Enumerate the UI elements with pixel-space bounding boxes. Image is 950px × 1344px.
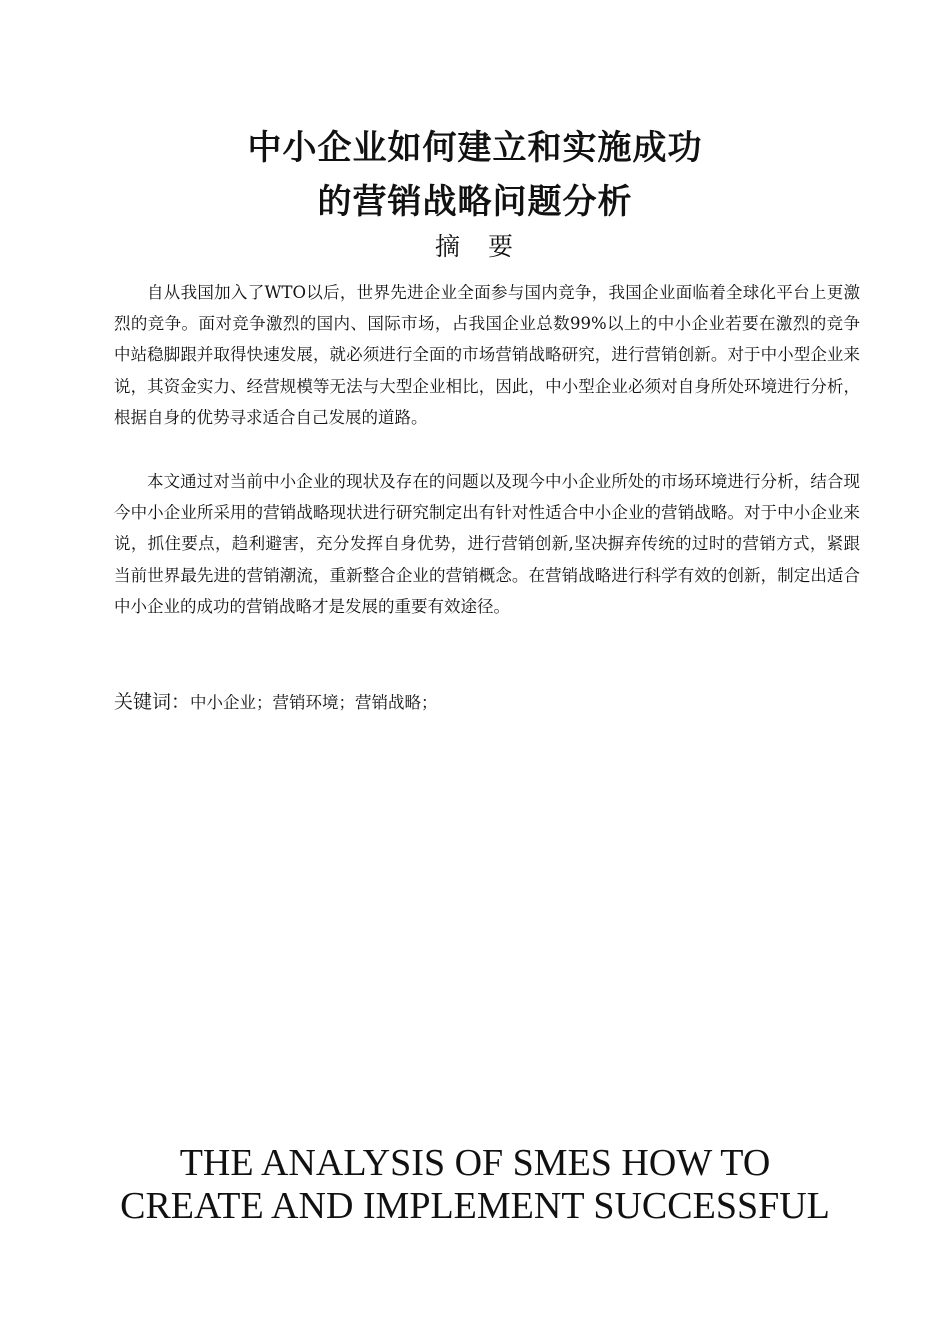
english-title-line-1: THE ANALYSIS OF SMES HOW TO bbox=[179, 1142, 771, 1184]
keywords-label: 关键词： bbox=[114, 691, 191, 713]
abstract-heading: 摘 要 bbox=[435, 232, 523, 261]
abstract-paragraph-1: 自从我国加入了WTO以后，世界先进企业全面参与国内竞争，我国企业面临着全球化平台上更激烈的竞争。面对竞争激烈的国内、国际市场，占我国企业总数99%以上的中小企业若要在激烈的竞争中站稳脚跟并取得快速发展，就必须进行全面的市场营销战略研究，进行营销创新。对于中小型企业来说，其资金实力、经营规模等无法与大型企业相比，因此，中小型企业必须对自身所处环境进行分析，根据自身的优势寻求适合自己发展的道路。 bbox=[114, 283, 860, 427]
keywords-values: 中小企业；营销环境；营销战略； bbox=[190, 693, 438, 712]
page-title-line-1: 中小企业如何建立和实施成功 bbox=[247, 128, 703, 168]
page-title-line-2: 的营销战略问题分析 bbox=[317, 182, 633, 222]
keywords-line bbox=[114, 686, 860, 720]
abstract-paragraph-2: 本文通过对当前中小企业的现状及存在的问题以及现今中小企业所处的市场环境进行分析，结合现今中小企业所采用的营销战略现状进行研究制定出有针对性适合中小企业的营销战略。对于中小企业来说，抓住要点，趋利避害，充分发挥自身优势，进行营销创新,坚决摒弃传统的过时的营销方式，紧跟当前世界最先进的营销潮流，重新整合企业的营销概念。在营销战略进行科学有效的创新，制定出适合中小企业的成功的营销战略才是发展的重要有效途径。 bbox=[114, 472, 860, 616]
english-title-line-2: CREATE AND IMPLEMENT SUCCESSFUL bbox=[120, 1185, 830, 1227]
